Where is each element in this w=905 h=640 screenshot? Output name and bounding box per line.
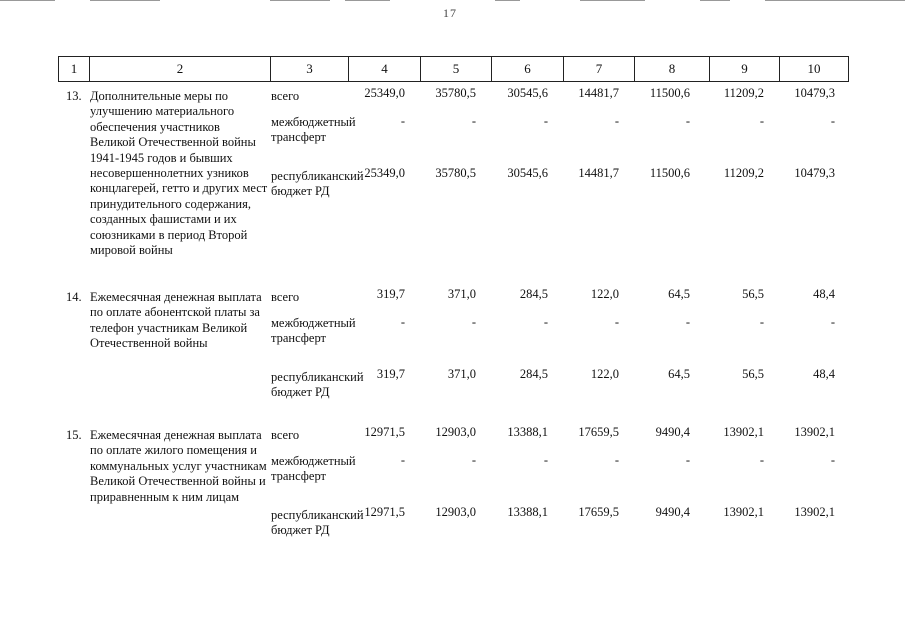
value-cell: - [400, 114, 405, 128]
value-cell: 10479,3 [794, 86, 835, 100]
value-cell: - [685, 315, 690, 329]
value-cell: 12971,5 [364, 505, 405, 519]
value-cell: - [830, 453, 835, 467]
row-number: 13. [66, 89, 82, 103]
value-cell: 11209,2 [723, 86, 764, 100]
value-cell: 12903,0 [435, 505, 476, 519]
value-cell: 25349,0 [364, 166, 405, 180]
value-cell: 371,0 [447, 367, 476, 381]
header-col-8: 8 [634, 57, 709, 81]
row-description: Ежемесячная денежная выплата по оплате жилого помещения и коммунальных услуг участникам Великой Отечественной войны и приравненным к ним лицам [90, 428, 267, 504]
value-cell: 9490,4 [655, 505, 690, 519]
funding-source-label: всего [271, 290, 300, 304]
value-cell: - [759, 315, 764, 329]
value-cell: 17659,5 [578, 425, 619, 439]
value-cell: 48,4 [813, 367, 835, 381]
header-col-2: 2 [89, 57, 270, 81]
value-cell: - [830, 315, 835, 329]
value-cell: 13388,1 [507, 505, 548, 519]
value-cell: 10479,3 [794, 166, 835, 180]
header-col-6: 6 [491, 57, 563, 81]
value-cell: - [685, 453, 690, 467]
funding-source-label: республиканский бюджет РД [271, 169, 364, 199]
funding-source-label: всего [271, 89, 300, 103]
page-number: 17 [443, 6, 457, 20]
value-cell: - [400, 453, 405, 467]
table-header [58, 56, 849, 82]
value-cell: 319,7 [376, 287, 405, 301]
header-col-5: 5 [420, 57, 491, 81]
header-col-10: 10 [779, 57, 849, 81]
value-cell: 35780,5 [435, 86, 476, 100]
row-number: 15. [66, 428, 82, 442]
row-description: Ежемесячная денежная выплата по оплате абонентской платы за телефон участникам Великой Отечественной войны [90, 290, 262, 351]
row-description: Дополнительные меры по улучшению материального обеспечения участников Великой Отечественной войны 1941-1945 годов и бывших несовершеннолетних узников концлагерей, гетто и других мест принудительного содержания, созданных фашистами и их союзниками в период Второй мировой войны [90, 89, 268, 258]
value-cell: 13902,1 [723, 425, 764, 439]
value-cell: 14481,7 [578, 86, 619, 100]
value-cell: 13902,1 [794, 425, 835, 439]
value-cell: 12903,0 [435, 425, 476, 439]
value-cell: - [543, 453, 548, 467]
value-cell: - [685, 114, 690, 128]
value-cell: 48,4 [813, 287, 835, 301]
header-col-4: 4 [348, 57, 420, 81]
value-cell: 56,5 [742, 367, 764, 381]
value-cell: 122,0 [590, 367, 619, 381]
value-cell: 284,5 [519, 287, 548, 301]
header-col-7: 7 [563, 57, 634, 81]
value-cell: 12971,5 [364, 425, 405, 439]
value-cell: - [614, 315, 619, 329]
value-cell: 30545,6 [507, 86, 548, 100]
value-cell: 64,5 [668, 367, 690, 381]
funding-source-label: межбюджетный трансферт [271, 316, 356, 346]
value-cell: 13902,1 [723, 505, 764, 519]
value-cell: - [759, 453, 764, 467]
value-cell: - [614, 453, 619, 467]
funding-source-label: республиканский бюджет РД [271, 508, 364, 538]
value-cell: 11500,6 [649, 86, 690, 100]
value-cell: 284,5 [519, 367, 548, 381]
value-cell: 17659,5 [578, 505, 619, 519]
value-cell: 11209,2 [723, 166, 764, 180]
value-cell: 56,5 [742, 287, 764, 301]
value-cell: 14481,7 [578, 166, 619, 180]
value-cell: 64,5 [668, 287, 690, 301]
value-cell: - [830, 114, 835, 128]
value-cell: 9490,4 [655, 425, 690, 439]
value-cell: 122,0 [590, 287, 619, 301]
value-cell: 13388,1 [507, 425, 548, 439]
value-cell: - [471, 453, 476, 467]
row-number: 14. [66, 290, 82, 304]
header-col-1: 1 [58, 57, 89, 81]
value-cell: - [543, 315, 548, 329]
value-cell: 35780,5 [435, 166, 476, 180]
funding-source-label: республиканский бюджет РД [271, 370, 364, 400]
value-cell: - [543, 114, 548, 128]
value-cell: 13902,1 [794, 505, 835, 519]
value-cell: 30545,6 [507, 166, 548, 180]
value-cell: - [471, 315, 476, 329]
value-cell: - [400, 315, 405, 329]
funding-source-label: всего [271, 428, 300, 442]
header-col-3: 3 [270, 57, 348, 81]
value-cell: 25349,0 [364, 86, 405, 100]
value-cell: - [614, 114, 619, 128]
funding-source-label: межбюджетный трансферт [271, 115, 356, 145]
value-cell: - [471, 114, 476, 128]
value-cell: 319,7 [376, 367, 405, 381]
header-col-9: 9 [709, 57, 779, 81]
funding-source-label: межбюджетный трансферт [271, 454, 356, 484]
value-cell: 371,0 [447, 287, 476, 301]
value-cell: 11500,6 [649, 166, 690, 180]
value-cell: - [759, 114, 764, 128]
